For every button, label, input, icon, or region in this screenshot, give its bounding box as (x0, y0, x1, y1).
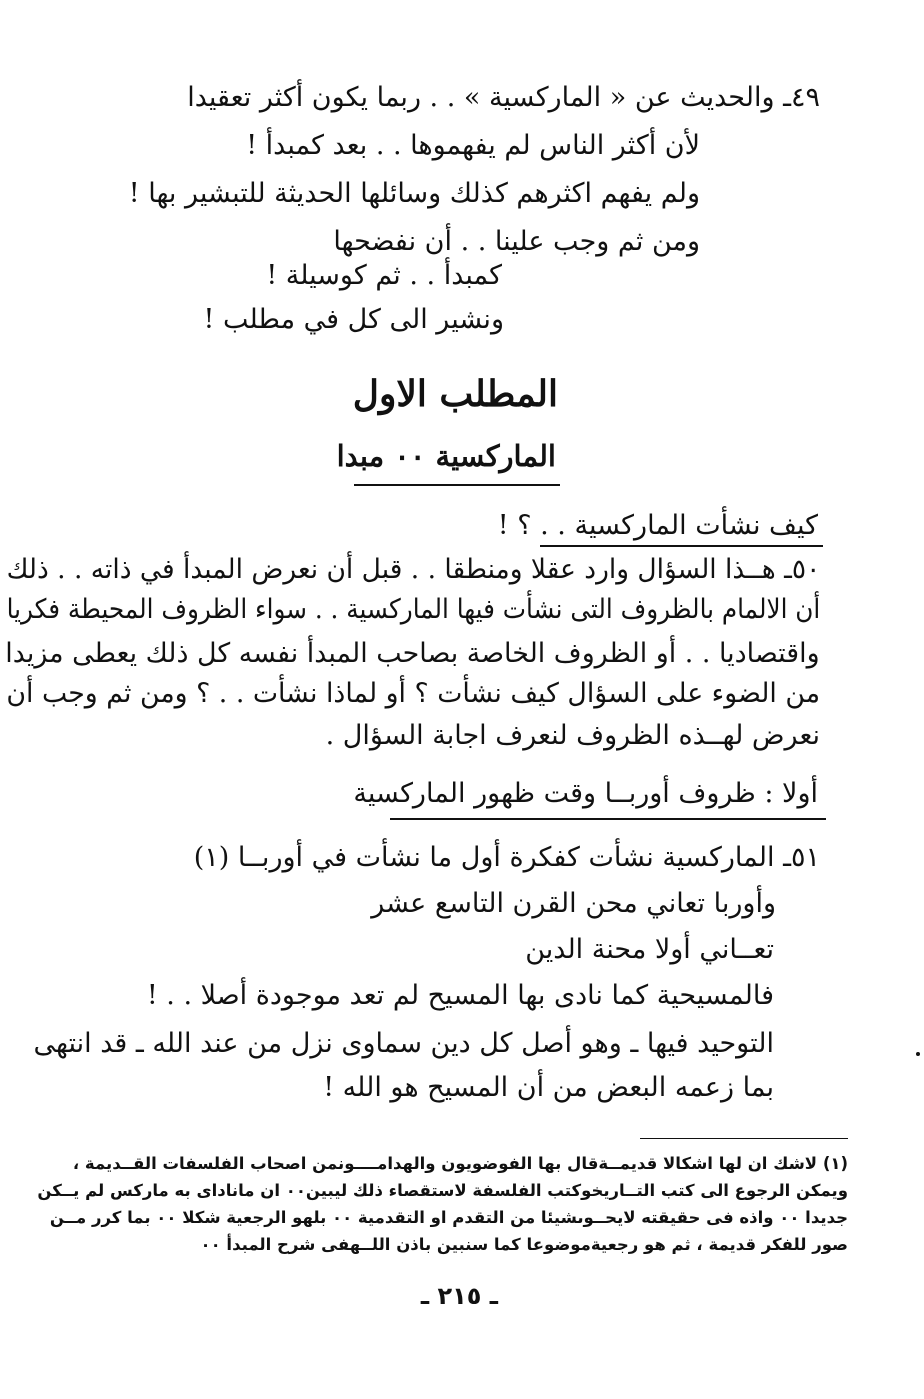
footnote-line: صور للفكر قديمة ، ثم هو رجعيةموضوعا كما سنبين باذن اللــهفى شرح المبدأ ٠٠ (200, 1235, 848, 1254)
margin-mark (916, 1052, 920, 1056)
intro-line: ونشير الى كل في مطلب ! (203, 304, 504, 335)
intro-line: لأن أكثر الناس لم يفهموها . . بعد كمبدأ ! (246, 130, 700, 161)
intro-line: ٤٩ـ والحديث عن « الماركسية » . . ربما يكون أكثر تعقيدا (187, 82, 820, 113)
footnote-line: جديدا ٠٠ واذه فى حقيقته لايحــوىشيئا من التقدم او التقدمية ٠٠ بلهو الرجعية شكلا ٠٠ بما كرر مــن (49, 1208, 848, 1227)
paragraph-line: بما زعمه البعض من أن المسيح هو الله ! (323, 1072, 774, 1103)
footnote-separator (640, 1138, 848, 1139)
question-heading: كيف نشأت الماركسية . . ؟ ! (497, 510, 818, 541)
footnote-line: (١) لاشك ان لها اشكالا قديمــةقال بها الفوضويون والهدامــــونمن اصحاب الفلسفات القــديمة ، (72, 1154, 848, 1173)
paragraph-line: تعــاني أولا محنة الدين (525, 934, 774, 965)
paragraph-line: ٥١ـ الماركسية نشأت كفكرة أول ما نشأت في أوربــا (١) (193, 842, 820, 873)
paragraph-line: أن الالمام بالظروف التى نشأت فيها الماركسية . . سواء الظروف المحيطة فكريا (6, 594, 820, 625)
intro-line: كمبدأ . . ثم كوسيلة ! (266, 260, 502, 291)
question-heading-underline (540, 545, 823, 547)
paragraph-line: وأوربا تعاني محن القرن التاسع عشر (371, 888, 776, 919)
intro-line: ولم يفهم اكثرهم كذلك وسائلها الحديثة للتبشير بها ! (128, 178, 700, 209)
paragraph-line: واقتصاديا . . أو الظروف الخاصة بصاحب المبدأ نفسه كل ذلك يعطى مزيدا (5, 638, 820, 669)
paragraph-line: من الضوء على السؤال كيف نشأت ؟ أو لماذا نشأت . . ؟ ومن ثم وجب أن (6, 678, 820, 709)
section-subtitle: الماركسية ٠٠ مبدا (336, 439, 556, 473)
section-title: المطلب الاول (352, 373, 558, 415)
paragraph-line: التوحيد فيها ـ وهو أصل كل دين سماوى نزل من عند الله ـ قد انتهى (33, 1028, 774, 1059)
page-number: ـ ٢١٥ ـ (420, 1282, 498, 1310)
intro-line: ومن ثم وجب علينا . . أن نفضحها (333, 226, 700, 257)
footnote-line: ويمكن الرجوع الى كتب التــاريخوكتب الفلسفة لاستقصاء ذلك ليبين٠٠ ان ماناداى به ماركس لم يــكن (37, 1181, 848, 1200)
section-heading-underline (390, 818, 826, 820)
paragraph-line: نعرض لهــذه الظروف لنعرف اجابة السؤال . (325, 720, 820, 751)
subtitle-underline (354, 484, 560, 486)
section-heading: أولا : ظروف أوربــا وقت ظهور الماركسية (353, 778, 818, 809)
paragraph-line: ٥٠ـ هــذا السؤال وارد عقلا ومنطقا . . قبل أن نعرض المبدأ في ذاته . . ذلك (6, 554, 820, 585)
paragraph-line: فالمسيحية كما نادى بها المسيح لم تعد موجودة أصلا . . ! (146, 980, 774, 1011)
